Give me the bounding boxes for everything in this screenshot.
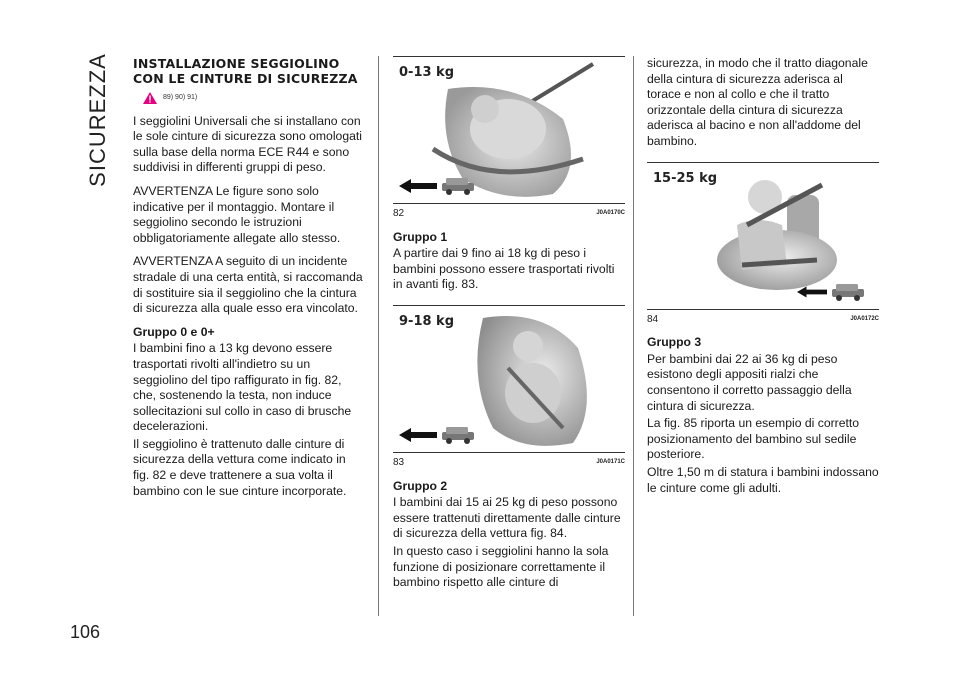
page-number: 106 bbox=[70, 622, 101, 642]
warning-reference bbox=[143, 90, 363, 106]
weight-label: 15-25 kg bbox=[653, 170, 718, 186]
section-side-title bbox=[80, 53, 116, 187]
paragraph: I bambini fino a 13 kg devono essere trasportati rivolti all'indietro su un seggiolino del tipo raffigurato in fig. 82, che, sostenendo la testa, non induce sollecitazioni sul collo in caso di brusche decelerazioni. bbox=[133, 341, 352, 434]
column-1 bbox=[133, 56, 363, 507]
figure-illustration bbox=[393, 308, 625, 452]
figure-caption bbox=[647, 309, 879, 328]
figure-illustration bbox=[393, 59, 625, 203]
warning-refs-text: 89) 90) 91) bbox=[163, 94, 198, 101]
direction-indicator bbox=[399, 426, 475, 444]
group-heading: Gruppo 2 bbox=[393, 478, 448, 493]
paragraph: Il seggiolino è trattenuto dalle cinture di sicurezza della vettura come indicato in fig. 82 e deve trattenere a sua volta il bambino con le sue cinture incorporate. bbox=[133, 436, 347, 498]
arrow-left-icon bbox=[399, 428, 437, 442]
figure-number: 82 bbox=[393, 208, 405, 219]
car-icon bbox=[441, 426, 475, 444]
column-3 bbox=[647, 56, 879, 504]
figure-number: 83 bbox=[393, 456, 405, 468]
paragraph: AVVERTENZA Le figure sono solo indicative per il montaggio. Montare il seggiolino secondo le istruzioni obbligatoriamente allegate allo stesso. bbox=[133, 183, 341, 245]
direction-indicator bbox=[797, 283, 865, 301]
figure-caption bbox=[393, 452, 625, 471]
figure-84 bbox=[647, 162, 879, 328]
paragraph: In questo caso i seggiolini hanno la sola funzione di posizionare correttamente il bambino rispetto alle cinture di bbox=[393, 543, 609, 590]
car-icon bbox=[441, 177, 475, 195]
section-title-line: CON LE CINTURE DI SICUREZZA bbox=[133, 71, 358, 86]
section-title-line: INSTALLAZIONE SEGGIOLINO bbox=[133, 56, 340, 71]
arrow-left-icon bbox=[797, 286, 827, 298]
paragraph: Oltre 1,50 m di statura i bambini indossano le cinture come gli adulti. bbox=[647, 464, 879, 495]
figure-illustration bbox=[647, 165, 879, 309]
group-heading: Gruppo 1 bbox=[393, 229, 448, 244]
figure-83 bbox=[393, 305, 625, 471]
group-heading: Gruppo 0 e 0+ bbox=[133, 324, 215, 339]
direction-indicator bbox=[399, 177, 475, 195]
figure-code: J0A0172C bbox=[850, 315, 879, 322]
column-2 bbox=[393, 56, 625, 599]
arrow-left-icon bbox=[399, 179, 437, 193]
paragraph: sicurezza, in modo che il tratto diagonale della cintura di sicurezza aderisca al torace e non al collo e che il tratto orizzontale della cintura di sicurezza aderisca al bacino e non all'addome del bambino. bbox=[647, 56, 868, 148]
figure-82 bbox=[393, 56, 625, 222]
paragraph: La fig. 85 riporta un esempio di corretto posizionamento del bambino sul sedile posteriore. bbox=[647, 416, 860, 462]
car-icon bbox=[831, 283, 865, 301]
paragraph: I seggiolini Universali che si installano con le sole cinture di sicurezza sono omologati sulla base della norma ECE R44 e sono suddivisi in differenti gruppi di peso. bbox=[133, 113, 362, 175]
paragraph: Per bambini dai 22 ai 36 kg di peso esistono degli appositi rialzi che consentono il corretto passaggio della cintura di sicurezza. bbox=[647, 351, 852, 413]
column-divider bbox=[378, 56, 379, 616]
section-side-title-text: SICUREZZA bbox=[85, 53, 110, 187]
paragraph: AVVERTENZA A seguito di un incidente stradale di una certa entità, si raccomanda di sostituire sia il seggiolino che la cintura di sicurezza alla quale esso era vincolato. bbox=[133, 254, 363, 316]
figure-code: J0A0170C bbox=[596, 210, 625, 216]
figure-number: 84 bbox=[647, 313, 659, 325]
paragraph: A partire dai 9 fino ai 18 kg di peso i bambini possono essere trasportati rivolti in avanti fig. 83. bbox=[393, 246, 615, 292]
group-heading: Gruppo 3 bbox=[647, 335, 702, 350]
warning-triangle-icon bbox=[143, 92, 157, 104]
figure-code: J0A0171C bbox=[596, 458, 625, 465]
paragraph: I bambini dai 15 ai 25 kg di peso possono essere trattenuti direttamente dalle cinture di sicurezza della vettura fig. 84. bbox=[393, 495, 621, 541]
weight-label: 9-18 kg bbox=[399, 313, 455, 329]
figure-caption bbox=[393, 203, 625, 222]
section-title bbox=[133, 56, 363, 86]
weight-label: 0-13 kg bbox=[399, 65, 455, 80]
column-divider bbox=[633, 56, 634, 616]
